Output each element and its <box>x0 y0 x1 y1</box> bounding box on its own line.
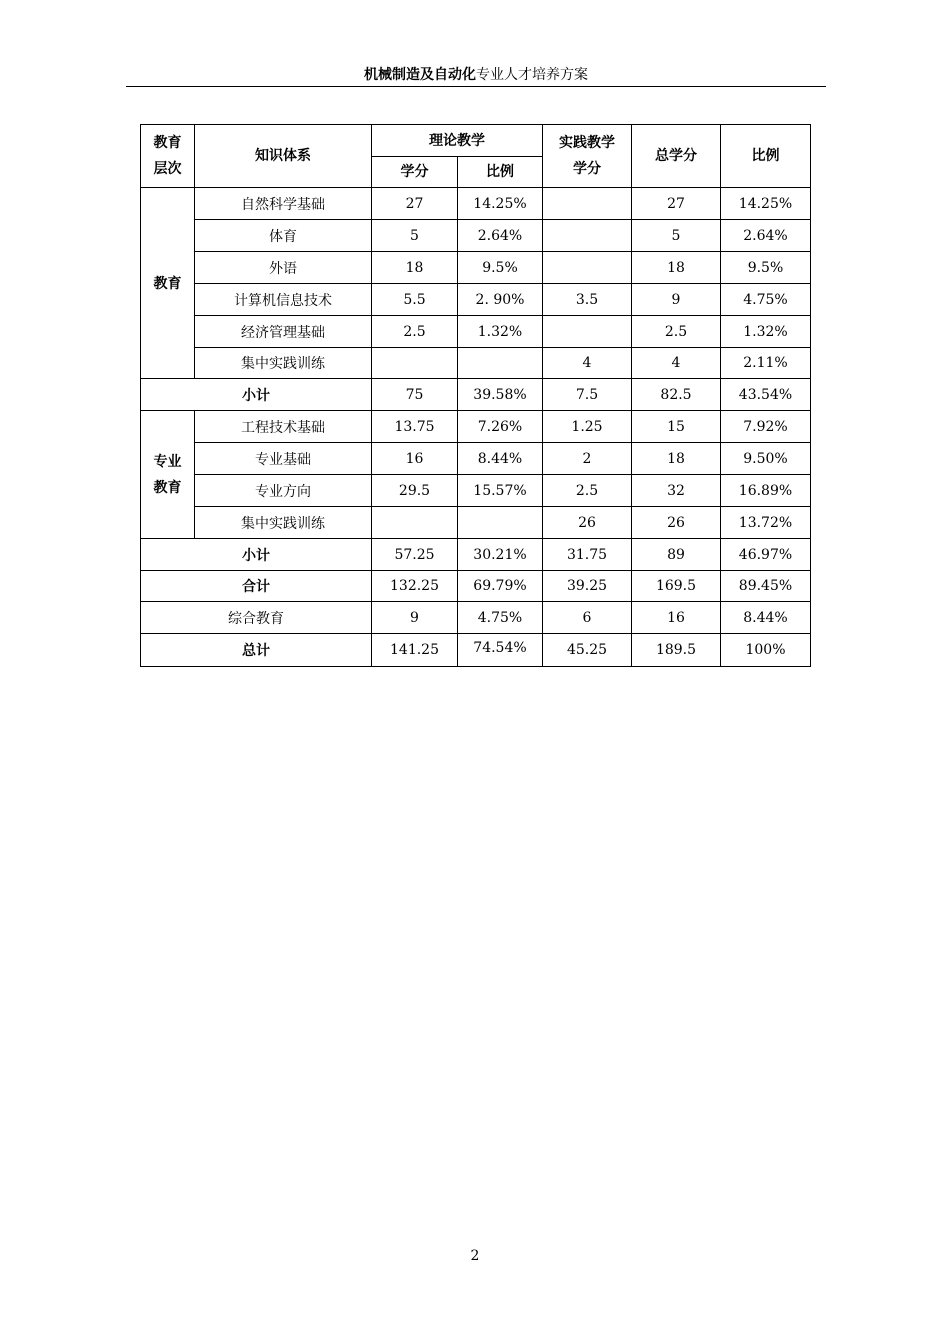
subtotal-row: 小计 57.25 30.21% 31.75 89 46.97% <box>141 539 811 571</box>
group-education: 教育 <box>141 188 195 379</box>
page-number: 2 <box>470 1248 480 1264</box>
header-theory-credit: 学分 <box>372 157 458 188</box>
page-header <box>126 66 826 84</box>
table-row: 专业基础 16 8.44% 2 18 9.50% <box>141 443 811 475</box>
header-practice-credit: 实践教学 学分 <box>543 125 632 188</box>
header-theory-ratio: 比例 <box>458 157 543 188</box>
table-row: 专业方向 29.5 15.57% 2.5 32 16.89% <box>141 475 811 507</box>
table-row: 体育 5 2.64% 5 2.64% <box>141 220 811 252</box>
table-row: 经济管理基础 2.5 1.32% 2.5 1.32% <box>141 316 811 348</box>
table-row: 专业 教育 工程技术基础 13.75 7.26% 1.25 15 7.92% <box>141 411 811 443</box>
sum-row: 合计 132.25 69.79% 39.25 169.5 89.45% <box>141 571 811 602</box>
grand-total-row: 总计 141.25 74.54% 45.25 189.5 100% <box>141 634 811 667</box>
table-row: 集中实践训练 26 26 13.72% <box>141 507 811 539</box>
header-knowledge-system: 知识体系 <box>195 125 372 188</box>
credit-table <box>140 124 811 667</box>
table-row: 教育 自然科学基础 27 14.25% 27 14.25% <box>141 188 811 220</box>
header-title-bold: 机械制造及自动化 <box>364 67 476 83</box>
header-rule <box>126 86 826 87</box>
header-ratio: 比例 <box>721 125 811 188</box>
table-row: 集中实践训练 4 4 2.11% <box>141 348 811 379</box>
group-professional-education: 专业 教育 <box>141 411 195 539</box>
header-theory-teaching: 理论教学 <box>372 125 543 157</box>
table-row: 计算机信息技术 5.5 2. 90% 3.5 9 4.75% <box>141 284 811 316</box>
header-total-credit: 总学分 <box>632 125 721 188</box>
table-row: 外语 18 9.5% 18 9.5% <box>141 252 811 284</box>
comprehensive-row: 综合教育 9 4.75% 6 16 8.44% <box>141 602 811 634</box>
header-education-level: 教育 层次 <box>141 125 195 188</box>
header-title-rest: 专业人才培养方案 <box>476 67 588 83</box>
subtotal-row: 小计 75 39.58% 7.5 82.5 43.54% <box>141 379 811 411</box>
